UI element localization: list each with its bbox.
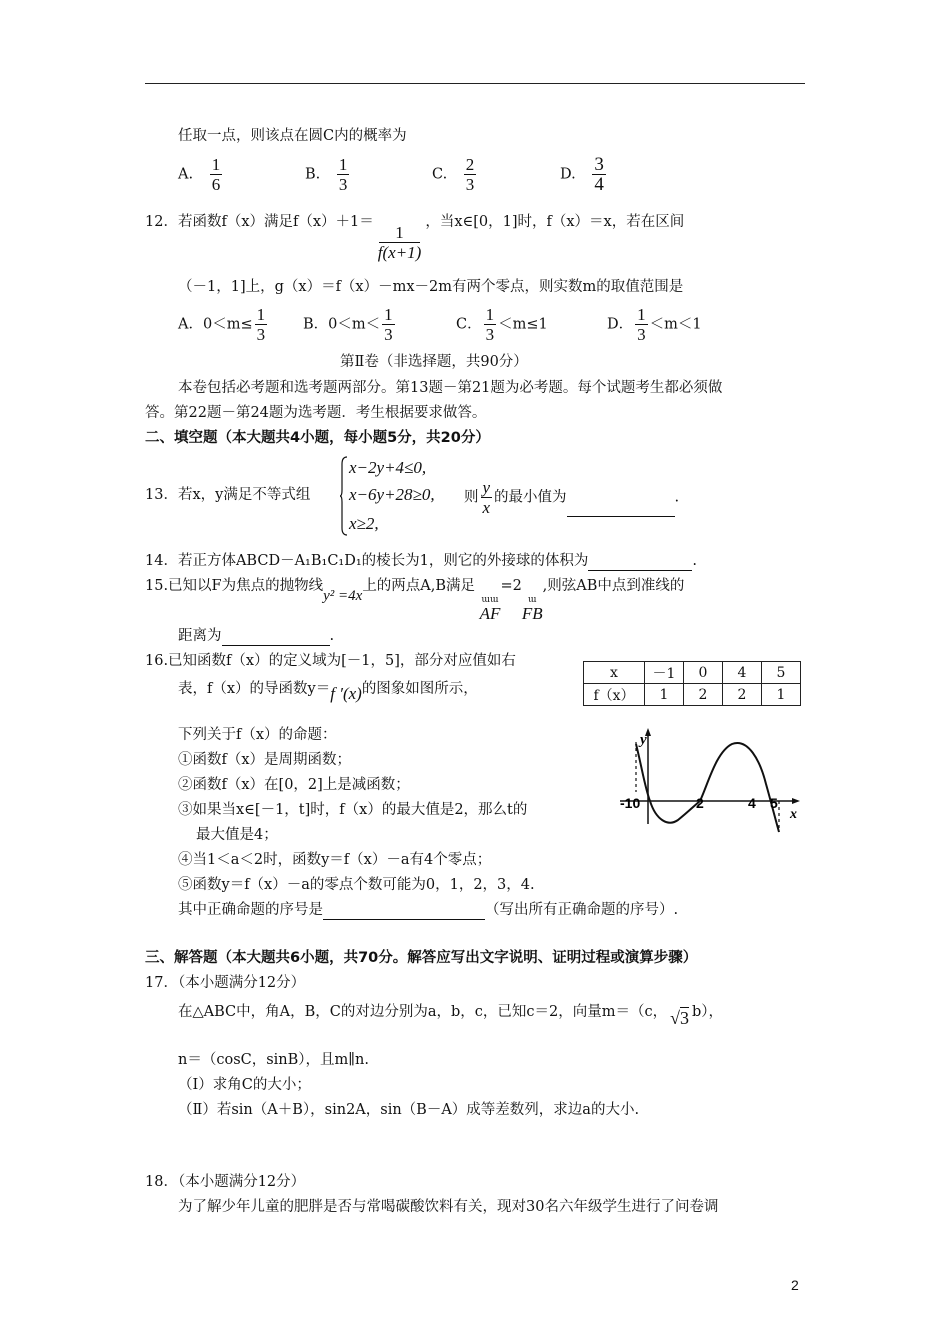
table-cell: f（x）: [584, 684, 645, 706]
part2-title: 第Ⅱ卷（非选择题，共90分）: [340, 354, 528, 370]
table-cell: 1: [762, 684, 801, 706]
q13-condition-3: x≥2,: [349, 514, 379, 533]
q13-condition-1: x−2y+4≤0,: [349, 458, 427, 477]
q11-option-d: D. $\frac{3}{4}$: [560, 154, 604, 195]
table-cell: －1: [645, 662, 684, 684]
section3-heading: 三、解答题（本大题共6小题，共70分。解答应写出文字说明、证明过程或演算步骤）: [145, 950, 698, 966]
q17-line2: n＝（cosC，sinB），且m∥n.: [178, 1052, 369, 1068]
q16-statement-2: ②函数f（x）在[0，2]上是减函数；: [178, 777, 410, 793]
q13-objective: 则 $\frac{y}{x}$ 的最小值为 .: [464, 478, 680, 517]
q13-prefix: 13．若x，y满足不等式组: [145, 487, 311, 503]
system-brace: [340, 456, 348, 536]
q15-line2: 距离为 .: [178, 628, 335, 644]
q17-line1: 在△ABC中，角A，B，C的对边分别为a，b，c，已知c＝2，向量m＝（c， √3 b），: [178, 1004, 724, 1028]
x-axis-label: x: [790, 807, 797, 822]
table-cell: x: [584, 662, 645, 684]
tick-label-2: 2: [696, 795, 704, 811]
tick-label-5: 5: [770, 795, 778, 811]
q12-option-d: D． $\frac{1}{3}$ ＜m＜1: [607, 305, 702, 344]
header-rule: [145, 83, 805, 84]
q16-statement-4: ④当1＜a＜2时，函数y＝f（x）－a有4个零点；: [178, 852, 492, 868]
table-row: [584, 684, 801, 706]
q17-part1: （Ⅰ）求角C的大小；: [178, 1077, 311, 1093]
part2-intro-line2: 答。第22题－第24题为选考题．考生根据要求做答。: [145, 405, 487, 421]
table-cell: 2: [723, 684, 762, 706]
q11-option-c: C. $\frac{2}{3}$: [432, 155, 475, 194]
q16-line3: 下列关于f（x）的命题：: [178, 727, 337, 743]
q16-final: 其中正确命题的序号是 （写出所有正确命题的序号）.: [178, 902, 679, 918]
derivative-graph: [612, 728, 808, 838]
q16-statement-3-cont: 最大值是4；: [196, 827, 278, 843]
q14: 14．若正方体ABCD－A₁B₁C₁D₁的棱长为1，则它的外接球的体积为 .: [145, 553, 697, 569]
value-table: [583, 661, 801, 706]
table-cell: 5: [762, 662, 801, 684]
q16-statement-1: ①函数f（x）是周期函数；: [178, 752, 352, 768]
table-cell: 2: [684, 684, 723, 706]
q16-statement-5: ⑤函数y＝f（x）－a的零点个数可能为0，1，2，3，4.: [178, 877, 535, 893]
part2-intro-line1: 本卷包括必考题和选考题两部分。第13题－第21题为必考题。每个试题考生都必须做: [178, 380, 723, 396]
q13-condition-2: x−6y+28≥0,: [349, 485, 435, 504]
page-number: 2: [791, 1277, 799, 1293]
table-cell: 1: [645, 684, 684, 706]
q17-part2: （Ⅱ）若sin（A＋B），sin2A，sin（B－A）成等差数列，求边a的大小.: [178, 1102, 640, 1118]
q11-continuation: 任取一点，则该点在圆C内的概率为: [178, 128, 407, 144]
q15-line1: 15.已知以F为焦点的抛物线y² =4x上的两点A,B满足 ɯɯ AF =2 ɯ FB ,则弦AB中点到准线的: [145, 578, 685, 623]
table-cell: 0: [684, 662, 723, 684]
q11-option-a: A. $\frac{1}{6}$: [178, 155, 221, 194]
q16-statement-3: ③如果当x∈[－1，t]时，f（x）的最大值是2，那么t的: [178, 802, 528, 818]
q18-line1: 为了解少年儿童的肥胖是否与常喝碳酸饮料有关，现对30名六年级学生进行了问卷调: [178, 1199, 719, 1215]
tick-label-4: 4: [748, 795, 756, 811]
y-axis-label: y: [640, 732, 647, 748]
q12-option-b: B．0＜m＜ $\frac{1}{3}$: [303, 305, 393, 344]
q18-heading: 18．（本小题满分12分）: [145, 1174, 306, 1190]
derivative-curve: [636, 743, 779, 832]
q17-heading: 17．（本小题满分12分）: [145, 975, 306, 991]
q12-line2: （－1，1]上，g（x）＝f（x）－mx－2m有两个零点，则实数m的取值范围是: [178, 279, 684, 295]
table-row: [584, 662, 801, 684]
q16-line2: 表，f（x）的导函数y＝f ′(x)的图象如图所示，: [178, 681, 478, 703]
q12-option-c: C． $\frac{1}{3}$ ＜m≤1: [456, 305, 548, 344]
table-cell: 4: [723, 662, 762, 684]
x-axis-arrow: [792, 798, 800, 804]
q11-option-b: B. $\frac{1}{3}$: [305, 155, 348, 194]
q12-option-a: A．0＜m≤ $\frac{1}{3}$: [178, 305, 266, 344]
q16-line1: 16.已知函数f（x）的定义域为[－1，5]，部分对应值如右: [145, 653, 516, 669]
section2-heading: 二、填空题（本大题共4小题，每小题5分，共20分）: [145, 430, 490, 446]
origin-tick-label: -10: [620, 795, 641, 811]
q12-line1: 12．若函数f（x）满足f（x）＋1＝ $\frac{1}{f(x+1)}$ ，当x∈[0，1]时，f（x）＝x，若在区间: [145, 214, 685, 262]
